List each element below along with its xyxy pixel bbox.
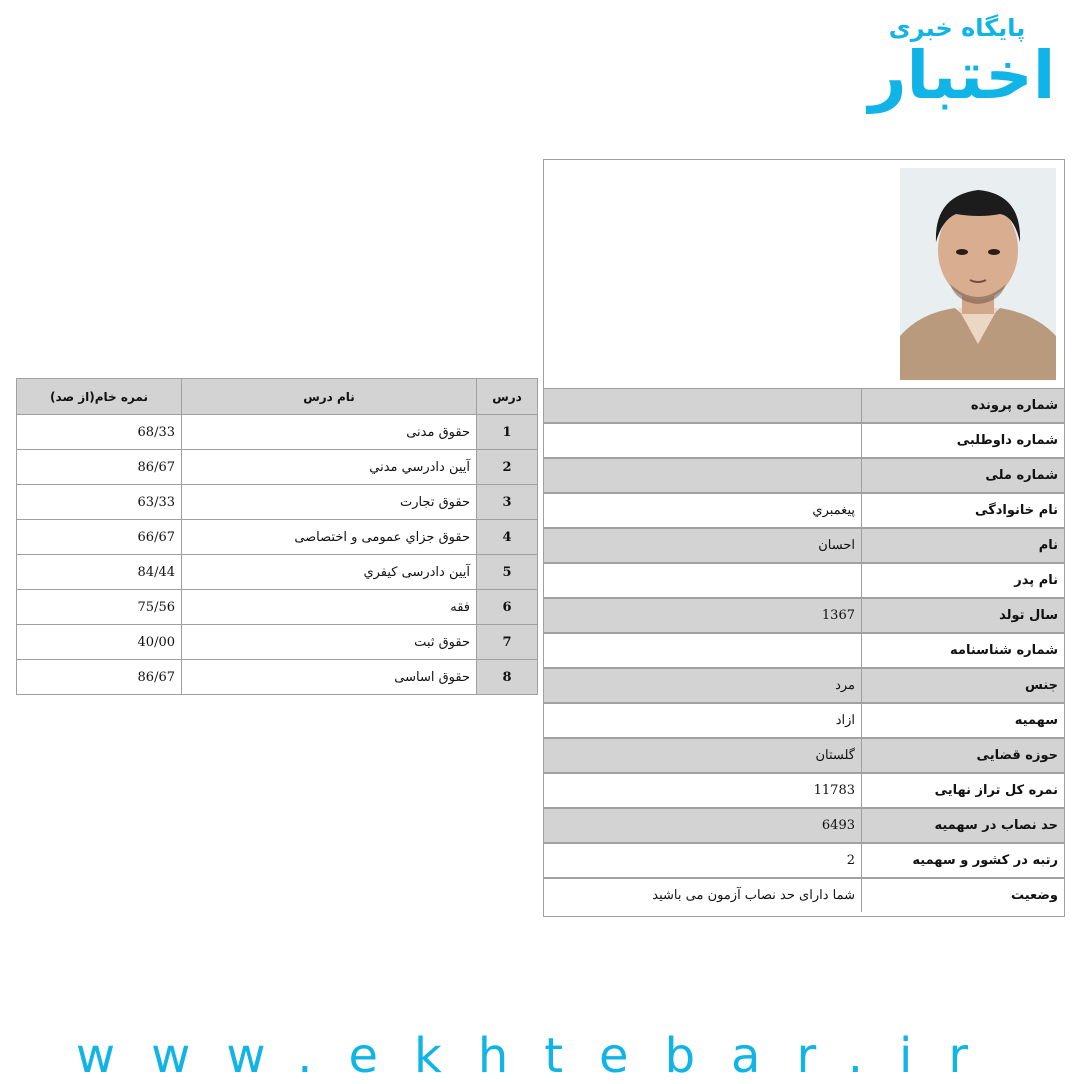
raw-score: 75/56 — [17, 590, 182, 625]
info-row — [544, 564, 1064, 599]
info-value: گلستان — [544, 739, 861, 774]
info-label: نام خانوادگی — [861, 494, 1064, 529]
info-label: وضعیت — [861, 879, 1064, 912]
info-value: 11783 — [544, 774, 861, 809]
footer-website-url[interactable]: www.ekhtebar.ir — [75, 1028, 1005, 1084]
raw-score: 86/67 — [17, 450, 182, 485]
course-name: حقوق مدنی — [182, 415, 477, 450]
candidate-photo — [900, 168, 1056, 380]
raw-score: 63/33 — [17, 485, 182, 520]
status-value: شما دارای حد نصاب آزمون می باشید — [652, 888, 855, 903]
course-number: 5 — [477, 555, 538, 590]
course-number: 4 — [477, 520, 538, 555]
info-label: حد نصاب در سهمیه — [861, 809, 1064, 844]
info-row — [544, 739, 1064, 774]
info-value — [544, 389, 861, 424]
info-row — [544, 634, 1064, 669]
photo-area — [544, 160, 1064, 389]
info-value: 1367 — [544, 599, 861, 634]
candidate-profile-panel — [543, 159, 1065, 917]
raw-score: 86/67 — [17, 660, 182, 695]
grades-table — [16, 378, 538, 695]
info-label: شماره داوطلبی — [861, 424, 1064, 459]
info-row — [544, 494, 1064, 529]
course-name: حقوق تجارت — [182, 485, 477, 520]
course-name: حقوق اساسی — [182, 660, 477, 695]
info-label: حوزه قضایی — [861, 739, 1064, 774]
course-name: فقه — [182, 590, 477, 625]
course-number: 8 — [477, 660, 538, 695]
logo-tagline: پایگاه خبری — [888, 14, 1026, 42]
info-value: 2 — [544, 844, 861, 879]
col-header-course-name: نام درس — [182, 379, 477, 415]
col-header-course-number: درس — [477, 379, 538, 415]
course-name: آیین دادرسی کیفري — [182, 555, 477, 590]
info-label: شماره ملی — [861, 459, 1064, 494]
course-name: حقوق جزاي عمومی و اختصاصی — [182, 520, 477, 555]
candidate-info-table — [544, 389, 1064, 912]
course-number: 3 — [477, 485, 538, 520]
info-value — [544, 424, 861, 459]
grade-row — [17, 520, 538, 555]
raw-score: 84/44 — [17, 555, 182, 590]
grade-row — [17, 415, 538, 450]
info-label: نام پدر — [861, 564, 1064, 599]
info-value: پيغمبري — [544, 494, 861, 529]
grades-header-row — [17, 379, 538, 415]
course-number: 6 — [477, 590, 538, 625]
candidate-photo-image — [900, 168, 1056, 380]
info-label: نمره کل تراز نهایی — [861, 774, 1064, 809]
info-label: سال تولد — [861, 599, 1064, 634]
info-value: احسان — [544, 529, 861, 564]
grade-row — [17, 485, 538, 520]
course-number: 2 — [477, 450, 538, 485]
info-row — [544, 424, 1064, 459]
info-label: نام — [861, 529, 1064, 564]
info-label: جنس — [861, 669, 1064, 704]
col-header-raw-score: نمره خام(از صد) — [17, 379, 182, 415]
site-logo[interactable] — [862, 14, 1062, 134]
info-row — [544, 529, 1064, 564]
course-number: 1 — [477, 415, 538, 450]
info-value — [544, 564, 861, 599]
logo-wordmark: اختبار — [868, 37, 1056, 114]
info-row — [544, 774, 1064, 809]
grade-row — [17, 660, 538, 695]
grade-row — [17, 590, 538, 625]
raw-score: 40/00 — [17, 625, 182, 660]
info-row — [544, 669, 1064, 704]
info-value — [544, 634, 861, 669]
info-row — [544, 844, 1064, 879]
raw-score: 66/67 — [17, 520, 182, 555]
info-value: ازاد — [544, 704, 861, 739]
raw-score: 68/33 — [17, 415, 182, 450]
info-row — [544, 389, 1064, 424]
info-label: رتبه در کشور و سهمیه — [861, 844, 1064, 879]
course-name: آیین دادرسي مدني — [182, 450, 477, 485]
info-label: سهمیه — [861, 704, 1064, 739]
info-label: شماره شناسنامه — [861, 634, 1064, 669]
info-row — [544, 809, 1064, 844]
course-number: 7 — [477, 625, 538, 660]
info-row — [544, 599, 1064, 634]
info-value — [544, 459, 861, 494]
info-row — [544, 704, 1064, 739]
grade-row — [17, 555, 538, 590]
info-row — [544, 879, 1064, 912]
info-row — [544, 459, 1064, 494]
grade-row — [17, 450, 538, 485]
course-name: حقوق ثبت — [182, 625, 477, 660]
grade-row — [17, 625, 538, 660]
info-label: شماره پرونده — [861, 389, 1064, 424]
info-value: مرد — [544, 669, 861, 704]
info-value: 6493 — [544, 809, 861, 844]
